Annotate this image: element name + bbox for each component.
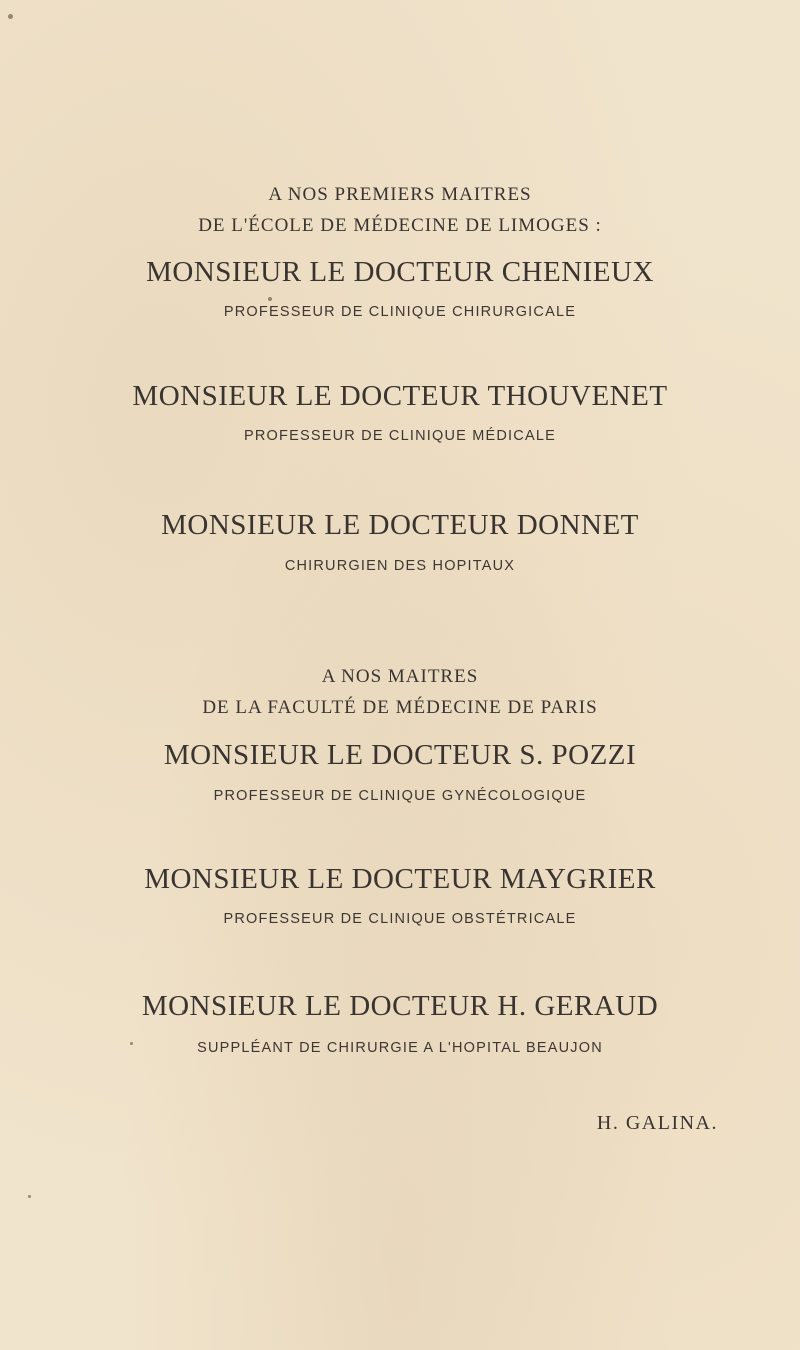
dedicatee-name: MONSIEUR LE DOCTEUR S. POZZI <box>163 739 637 771</box>
paper-speck <box>28 1195 31 1198</box>
dedicatee-title: PROFESSEUR DE CLINIQUE OBSTÉTRICALE <box>223 911 577 927</box>
dedicatee-name: MONSIEUR LE DOCTEUR DONNET <box>161 509 639 541</box>
author-signature: H. GALINA. <box>596 1112 718 1134</box>
dedicatee-title: PROFESSEUR DE CLINIQUE CHIRURGICALE <box>223 304 577 320</box>
limoges-heading-line-2: DE L'ÉCOLE DE MÉDECINE DE LIMOGES : <box>198 215 602 236</box>
dedicatee-title: PROFESSEUR DE CLINIQUE MÉDICALE <box>244 428 556 444</box>
dedicatee-title: PROFESSEUR DE CLINIQUE GYNÉCOLOGIQUE <box>213 788 587 804</box>
dedicatee-name: MONSIEUR LE DOCTEUR THOUVENET <box>132 380 668 412</box>
dedicatee-title: CHIRURGIEN DES HOPITAUX <box>284 558 516 574</box>
paper-speck <box>268 297 272 301</box>
paris-heading-line-2: DE LA FACULTÉ DE MÉDECINE DE PARIS <box>202 697 598 718</box>
dedicatee-title: SUPPLÉANT DE CHIRURGIE A L'HOPITAL BEAUJON <box>197 1040 603 1056</box>
limoges-heading-line-1: A NOS PREMIERS MAITRES <box>268 184 532 205</box>
dedicatee-name: MONSIEUR LE DOCTEUR H. GERAUD <box>141 990 659 1022</box>
paris-heading-line-1: A NOS MAITRES <box>321 666 479 687</box>
dedicatee-name: MONSIEUR LE DOCTEUR CHENIEUX <box>146 256 654 288</box>
paper-speck <box>8 14 13 19</box>
dedicatee-name: MONSIEUR LE DOCTEUR MAYGRIER <box>144 863 656 895</box>
